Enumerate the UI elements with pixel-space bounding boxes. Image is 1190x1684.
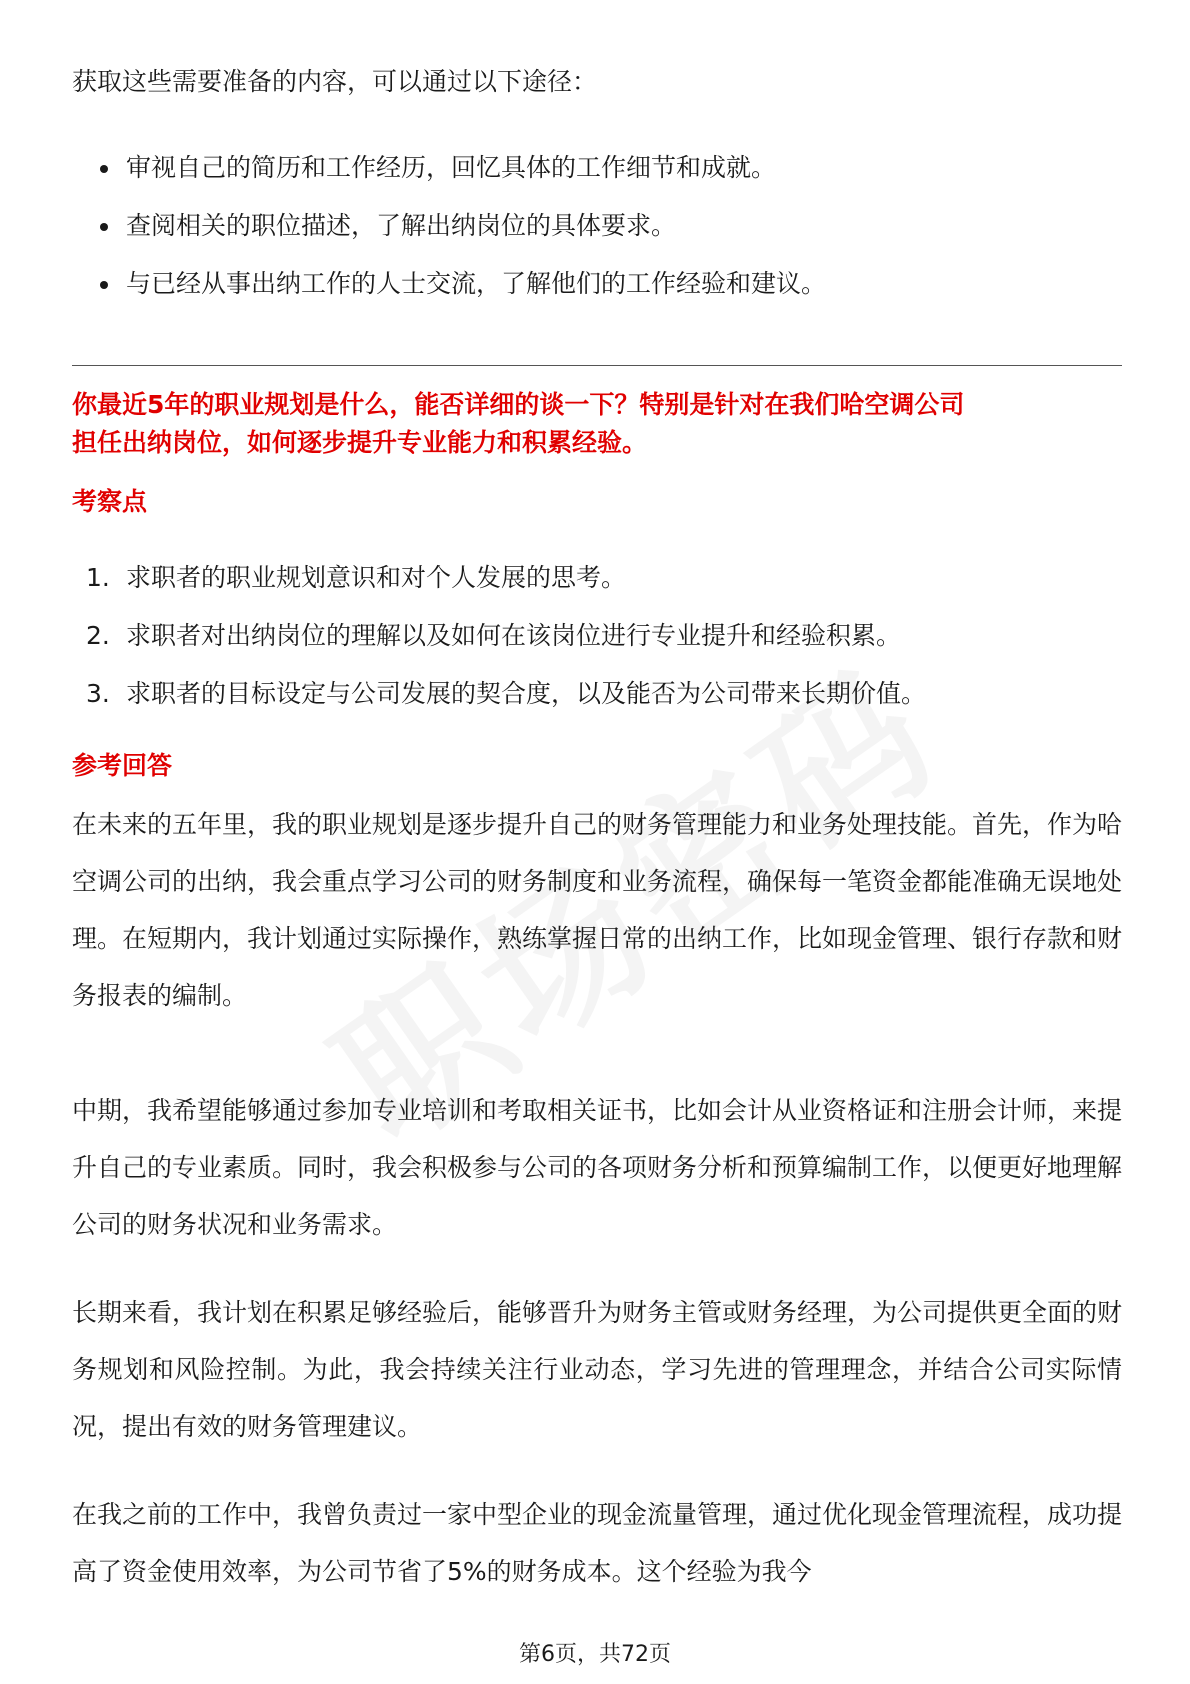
list-number: 3. <box>86 679 110 708</box>
list-item: 查阅相关的职位描述，了解出纳岗位的具体要求。 <box>72 206 826 264</box>
question-line: 担任出纳岗位，如何逐步提升专业能力和积累经验。 <box>72 428 648 457</box>
answer-paragraph: 长期来看，我计划在积累足够经验后，能够晋升为财务主管或财务经理，为公司提供更全面的财务规划和风险控制。为此，我会持续关注行业动态，学习先进的管理理念，并结合公司实际情况，提出有效的财务管理建议。 <box>72 1298 1123 1441</box>
list-number: 2. <box>86 621 110 650</box>
section-divider <box>72 365 1122 366</box>
prep-bullet-list <box>72 148 826 322</box>
list-number: 1. <box>86 563 110 592</box>
answer-paragraph: 在未来的五年里，我的职业规划是逐步提升自己的财务管理能力和业务处理技能。首先，作为哈空调公司的出纳，我会重点学习公司的财务制度和业务流程，确保每一笔资金都能准确无误地处理。在短期内，我计划通过实际操作，熟练掌握日常的出纳工作，比如现金管理、银行存款和财务报表的编制。 <box>72 810 1123 1010</box>
list-item: 与已经从事出纳工作的人士交流，了解他们的工作经验和建议。 <box>72 264 826 322</box>
list-item <box>72 616 926 674</box>
intro-text: 获取这些需要准备的内容，可以通过以下途径： <box>72 67 598 96</box>
answer-paragraph: 在我之前的工作中，我曾负责过一家中型企业的现金流量管理，通过优化现金管理流程，成功提高了资金使用效率，为公司节省了5%的财务成本。这个经验为我今 <box>72 1500 1123 1586</box>
interview-question <box>72 386 1122 462</box>
evaluation-points-list <box>72 558 926 732</box>
list-item-text: 求职者的职业规划意识和对个人发展的思考。 <box>126 563 627 592</box>
answer-paragraph: 中期，我希望能够通过参加专业培训和考取相关证书，比如会计从业资格证和注册会计师，来提升自己的专业素质。同时，我会积极参与公司的各项财务分析和预算编制工作，以便更好地理解公司的财务状况和业务需求。 <box>72 1096 1123 1239</box>
list-item <box>72 674 926 732</box>
list-item <box>72 558 926 616</box>
section-title-answer: 参考回答 <box>72 751 173 780</box>
list-item-text: 求职者对出纳岗位的理解以及如何在该岗位进行专业提升和经验积累。 <box>126 621 902 650</box>
list-item: 审视自己的简历和工作经历，回忆具体的工作细节和成就。 <box>72 148 826 206</box>
page-footer: 第6页，共72页 <box>519 1642 671 1667</box>
section-title-kaocha: 考察点 <box>72 487 148 516</box>
question-line: 你最近5年的职业规划是什么，能否详细的谈一下？特别是针对在我们哈空调公司 <box>72 390 965 419</box>
list-item-text: 求职者的目标设定与公司发展的契合度，以及能否为公司带来长期价值。 <box>126 679 927 708</box>
